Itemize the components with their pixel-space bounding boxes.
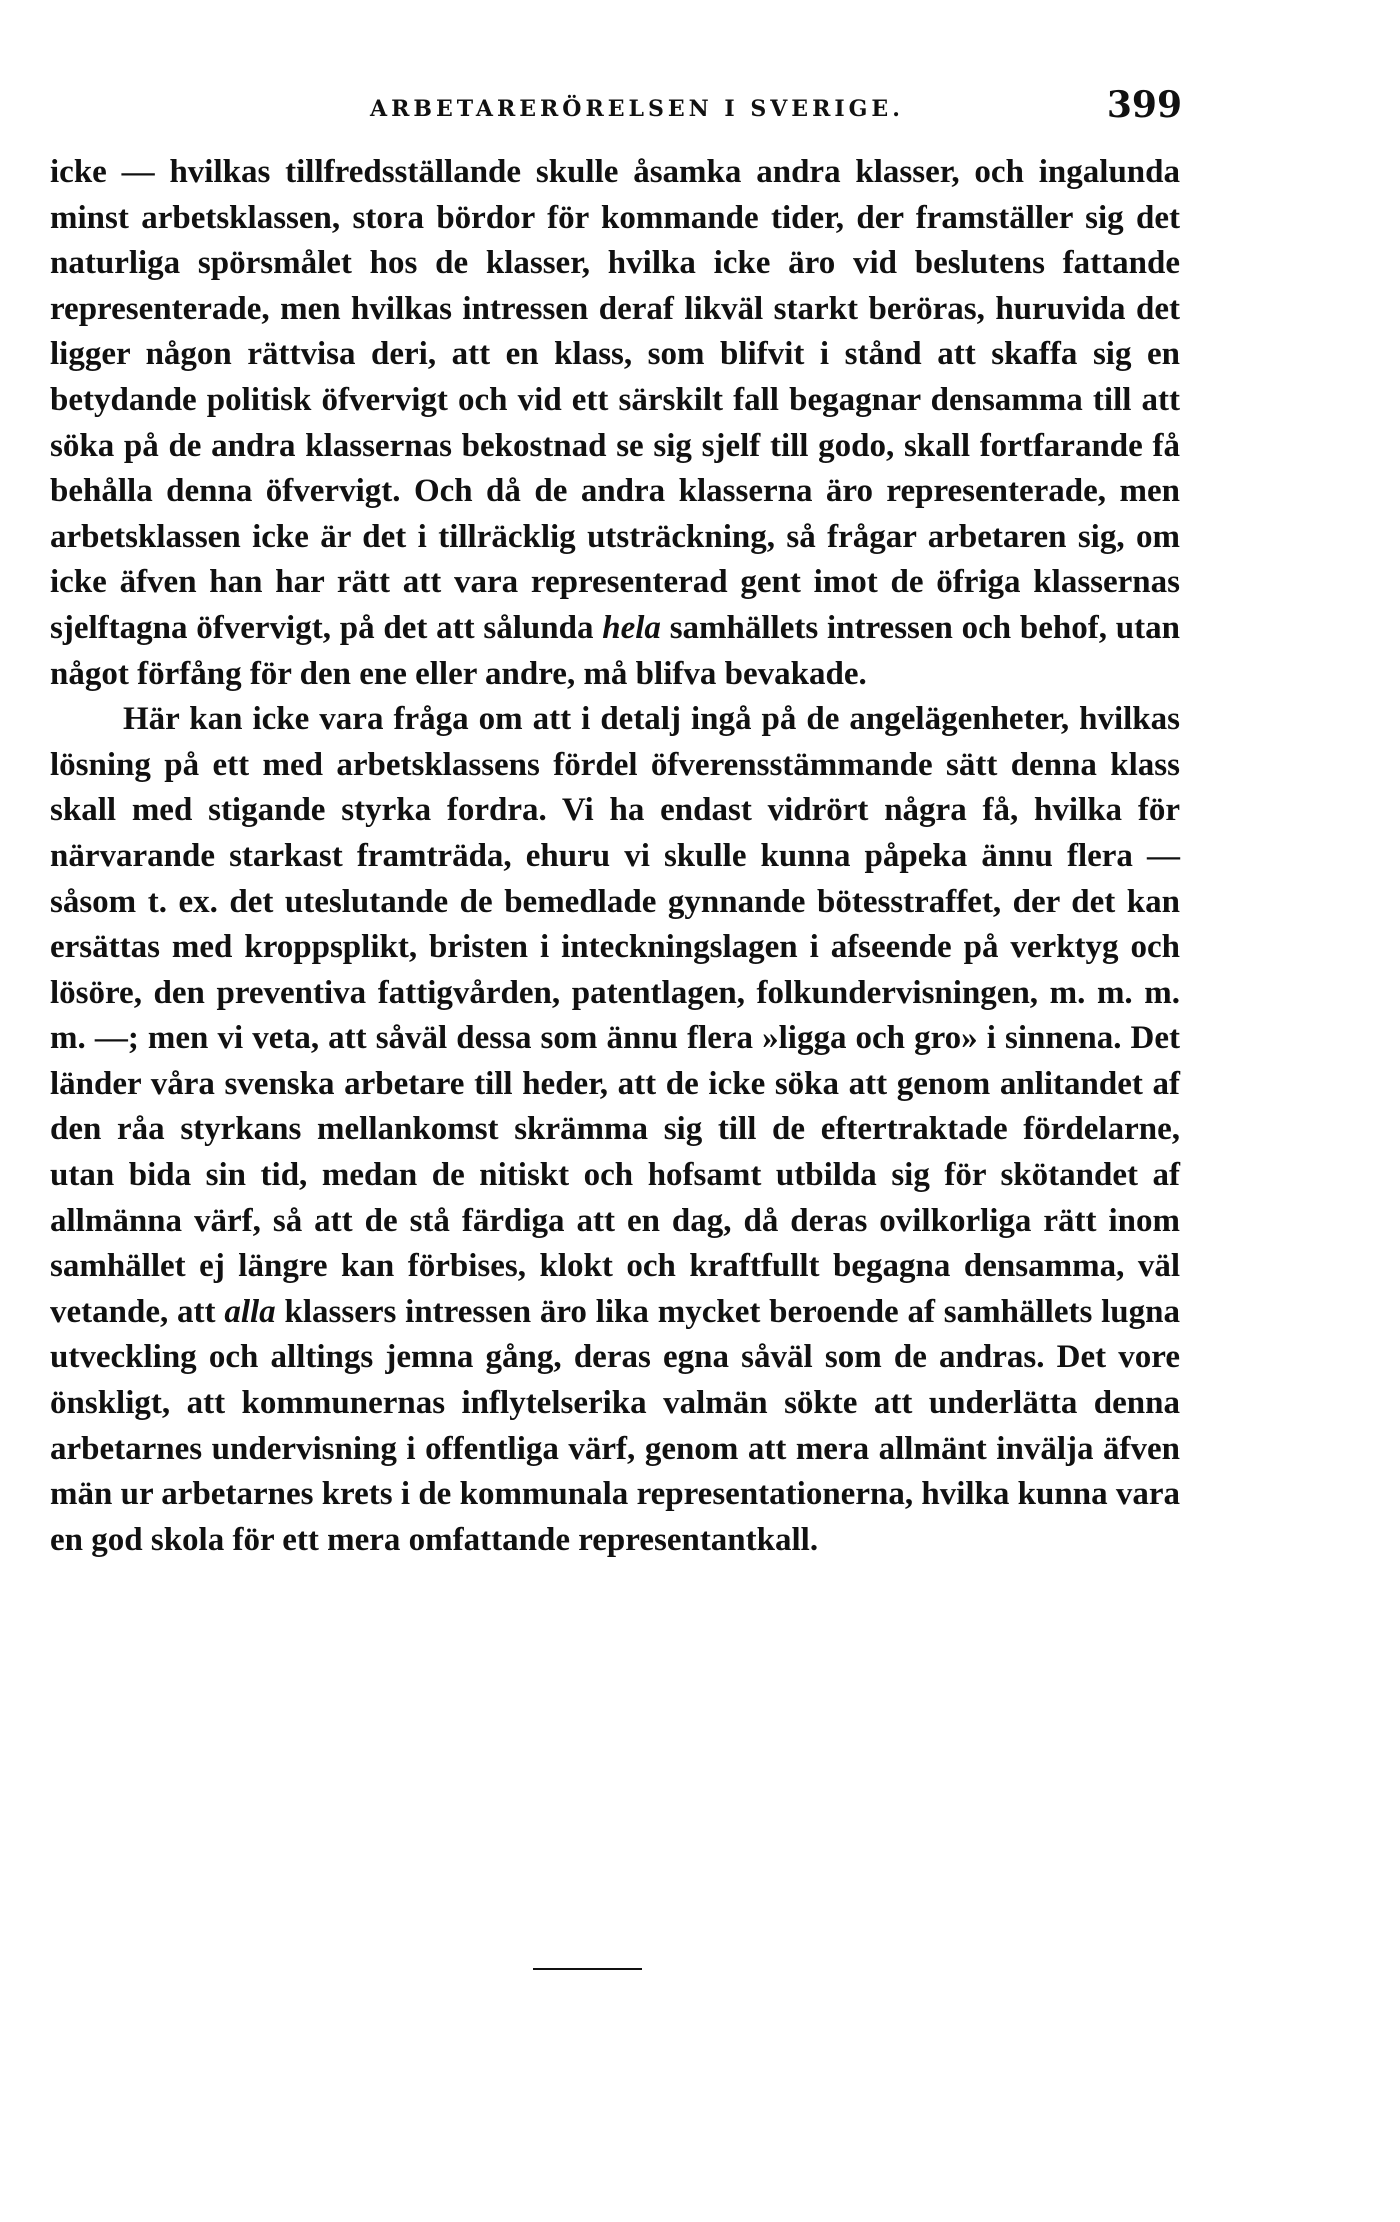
paragraph-1-text-b: samhällets intressen och behof, utan något förfång för den ene eller andre, må blifva bevakade.: [50, 609, 1181, 692]
section-end-rule: [533, 1968, 642, 1970]
emphasis-alla: alla: [224, 1293, 276, 1330]
page-number: 399: [1106, 84, 1182, 126]
body-text: [50, 150, 1180, 1563]
running-title: ARBETARERÖRELSEN I SVERIGE.: [370, 96, 904, 122]
emphasis-hela: hela: [602, 609, 661, 646]
running-header: [370, 78, 1182, 134]
paragraph-2-text-b: klassers intressen äro lika mycket beroende af samhällets lugna utveckling och alltings jemna gång, deras egna såväl som de andras. Det vore önskligt, att kommunernas inflytelserika valmän sökte att underlätta denna arbetarnes undervisning i offentliga värf, genom att mera allmänt invälja äfven män ur arbetarnes krets i de kommunala representationerna, hvilka kunna vara en god skola för ett mera omfattande representantkall.: [50, 1293, 1180, 1558]
paragraph-2-text-a: Här kan icke vara fråga om att i detalj ingå på de angelägenheter, hvilkas lösning på ett med arbetsklassens fördel öfverensstämmande sätt denna klass skall med stigande styrka fordra. Vi ha endast vidrört några få, hvilka för närvarande starkast framträda, ehuru vi skulle kunna påpeka ännu flera — såsom t. ex. det uteslutande de bemedlade gynnande bötesstraffet, der det kan ersättas med kroppsplikt, bristen i inteckningslagen i afseende på verktyg och lösöre, den preventiva fattigvården, patentlagen, folkundervisningen, m. m. m. m. —; men vi veta, att såväl dessa som ännu flera »ligga och gro» i sinnena. Det länder våra svenska arbetare till heder, att de icke söka att genom anlitandet af den råa styrkans mellankomst skrämma sig till de eftertraktade fördelarne, utan bida sin tid, medan de nitiskt och hofsamt utbilda sig för skötandet af allmänna värf, så att de stå färdiga att en dag, då deras ovilkorliga rätt inom samhället ej längre kan förbises, klokt och kraftfullt begagna densamma, väl vetande, att: [50, 701, 1180, 1330]
paragraph-1-text-a: icke — hvilkas tillfredsställande skulle åsamka andra klasser, och ingalunda minst arbetsklassen, stora bördor för kommande tider, der framställer sig det naturliga spörsmålet hos de klasser, hvilka icke äro vid beslutens fattande representerade, men hvilkas intressen deraf likväl starkt beröras, huruvida det ligger någon rättvisa deri, att en klass, som blifvit i stånd att skaffa sig en betydande politisk öfvervigt och vid ett särskilt fall begagnar densamma till att söka på de andra klassernas bekostnad se sig sjelf till godo, skall fortfarande få behålla denna öfvervigt. Och då de andra klasserna äro representerade, men arbetsklassen icke är det i tillräcklig utsträckning, så frågar arbetaren sig, om icke äfven han har rätt att vara representerad gent imot de öfriga klassernas sjelftagna öfvervigt, på det att sålunda: [50, 154, 1180, 646]
paragraph-2: [50, 697, 1180, 1563]
paragraph-1: [50, 150, 1180, 697]
